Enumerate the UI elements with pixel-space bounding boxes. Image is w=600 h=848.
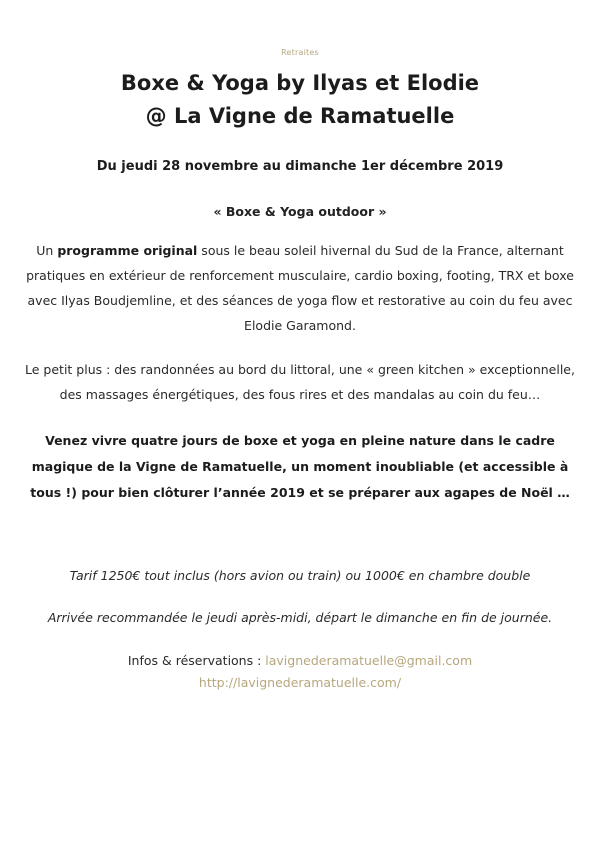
call-to-action: Venez vivre quatre jours de boxe et yoga en pleine nature dans le cadre magique de la Vigne de Ramatuelle, un moment inoubliable (et accessible à tous !) pour bien clôturer l’année 2019 et se préparer aux agapes de Noël … bbox=[30, 433, 570, 500]
retreat-article bbox=[0, 48, 600, 694]
event-dates: Du jeudi 28 novembre au dimanche 1er décembre 2019 bbox=[96, 159, 504, 174]
pricing-text: Tarif 1250€ tout inclus (hors avion ou train) ou 1000€ en chambre double bbox=[69, 568, 531, 583]
contact-info bbox=[18, 650, 582, 694]
arrival-text: Arrivée recommandée le jeudi après-midi, départ le dimanche en fin de journée. bbox=[47, 610, 553, 625]
website-link[interactable]: http://lavignederamatuelle.com/ bbox=[198, 675, 402, 690]
paragraph1-bold: programme original bbox=[57, 243, 198, 258]
event-subtitle: « Boxe & Yoga outdoor » bbox=[213, 204, 387, 219]
email-link[interactable]: lavignederamatuelle@gmail.com bbox=[265, 653, 473, 668]
description-paragraph bbox=[18, 238, 582, 338]
paragraph1-prefix: Un bbox=[36, 243, 58, 258]
title-line-1: Boxe & Yoga by Ilyas et Elodie bbox=[120, 71, 480, 95]
contact-label: Infos & réservations : bbox=[127, 653, 266, 668]
title-line-2: @ La Vigne de Ramatuelle bbox=[145, 104, 455, 128]
extras-paragraph: Le petit plus : des randonnées au bord du littoral, une « green kitchen » exceptionnelle, des massages énergétiques, des fous rires et des mandalas au coin du feu… bbox=[25, 362, 575, 402]
page-title bbox=[18, 67, 582, 133]
paragraph1-rest: sous le beau soleil hivernal du Sud de la France, alternant pratiques en extérieur de renforcement musculaire, cardio boxing, footing, TRX et boxe avec Ilyas Boudjemline, et des séances de yoga flow et restorative au coin du feu avec Elodie Garamond. bbox=[26, 243, 574, 333]
category-label[interactable]: Retraites bbox=[281, 48, 319, 57]
